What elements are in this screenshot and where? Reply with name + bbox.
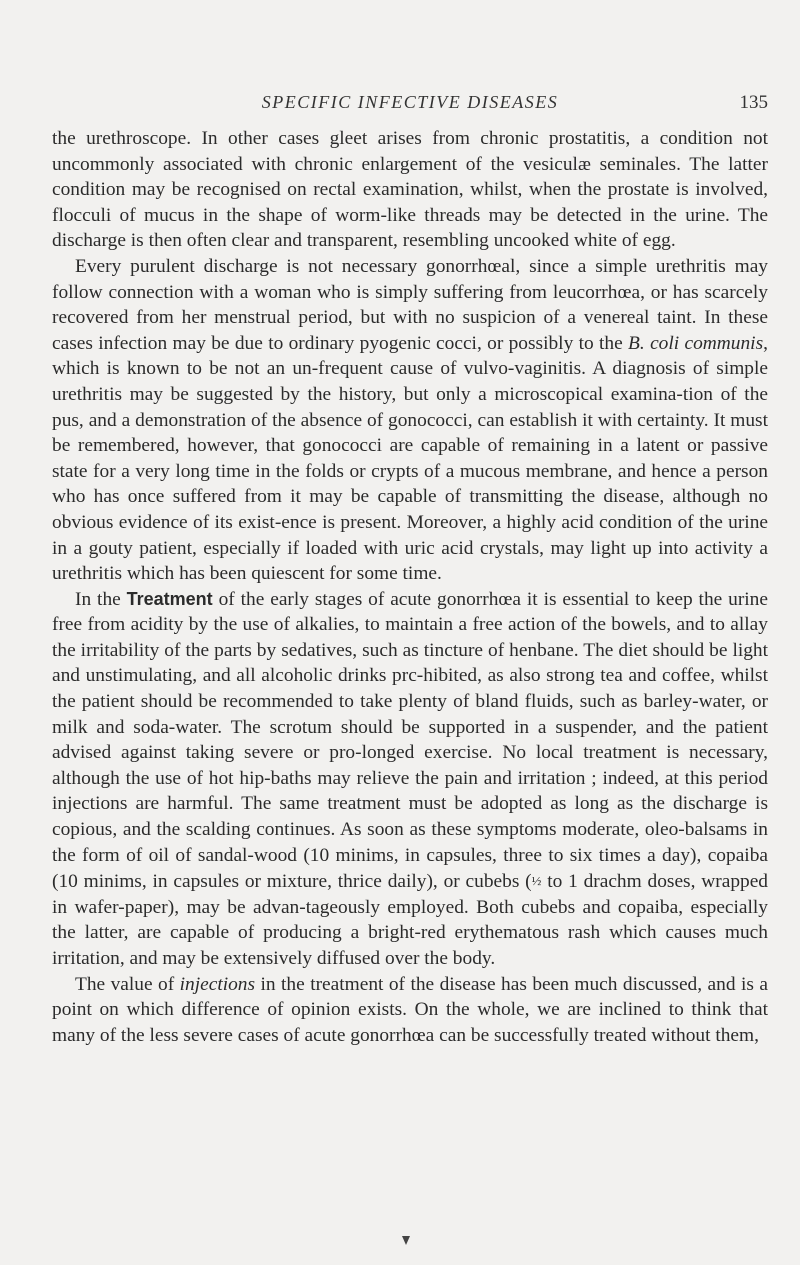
- text-run: In the: [75, 588, 127, 610]
- italic-term: injections: [179, 973, 256, 995]
- paragraph: [52, 254, 768, 587]
- running-head: [52, 92, 768, 118]
- bold-term: Treatment: [126, 588, 213, 609]
- running-title: SPECIFIC INFECTIVE DISEASES: [261, 92, 559, 112]
- text-run: in the treatment of the disease has been much discussed, and is a point on which difference of opinion exists. On the whole, we are inclined to think that many of the less severe cases of acute gonorrhœa can be successfully treated without them,: [52, 973, 768, 1046]
- text-run: the urethroscope. In other cases gleet arises from chronic prostatitis, a condition not uncommonly associated with chronic enlargement of the vesiculæ seminales. The latter condition may be recognised on rectal examination, whilst, when the prostate is involved, flocculi of mucus in the shape of worm-like threads may be detected in the urine. The discharge is then often clear and transparent, resembling uncooked white of egg.: [52, 128, 768, 252]
- page-number: 135: [739, 92, 768, 113]
- body-text: [52, 126, 768, 1048]
- paragraph: [52, 126, 768, 254]
- fraction: ½: [531, 873, 542, 889]
- text-run: The value of: [75, 973, 180, 995]
- paragraph: [52, 972, 768, 1049]
- italic-term: B. coli communis: [628, 332, 764, 354]
- text-run: Every purulent discharge is not necessary gonorrhœal, since a simple urethritis may follow connection with a woman who is simply suffering from leucorrhœa, or has scarcely recovered from her menstrual period, but with no suspicion of a venereal taint. In these cases infection may be due to ordinary pyogenic cocci, or possibly to the: [52, 255, 768, 354]
- text-run: of the early stages of acute gonorrhœa it is essential to keep the urine free from acidity by the use of alkalies, to maintain a free action of the bowels, and to allay the irritability of the parts by sedatives, such as tincture of henbane. The diet should be light and unstimulating, and all alcoholic drinks prc-hibited, as also strong tea and coffee, whilst the patient should be recommended to take plenty of bland fluids, such as barley-water, or milk and soda-water. The scrotum should be supported in a suspender, and the patient advised against taking severe or pro-longed exercise. No local treatment is necessary, although the use of hot hip-baths may relieve the pain and irritation ; indeed, at this period injections are harmful. The same treatment must be adopted as long as the discharge is copious, and the scalding continues. As soon as these symptoms moderate, oleo-balsams in the form of oil of sandal-wood (10 minims, in capsules, three to six times a day), copaiba (10 minims, in capsules or mixture, thrice daily), or cubebs (: [52, 588, 768, 893]
- text-run: to 1 drachm doses, wrapped in wafer-paper), may be advan-tageously employed. Both cubebs and copaiba, especially the latter, are capable of producing a bright-red erythematous rash which causes much irritation, and may be extensively diffused over the body.: [52, 871, 769, 969]
- text-run: , which is known to be not an un-frequent cause of vulvo-vaginitis. A diagnosis of simple urethritis may be suggested by the history, but only a microscopical examina-tion of the pus, and a demonstration of the absence of gonococci, can establish it with certainty. It must be remembered, however, that gonococci are capable of remaining in a latent or passive state for a very long time in the folds or crypts of a mucous membrane, and hence a person who has once suffered from it may be capable of transmitting the disease, although no obvious evidence of its exist-ence is present. Moreover, a highly acid condition of the urine in a gouty patient, especially if loaded with uric acid crystals, may light up into activity a urethritis which has been quiescent for some time.: [52, 332, 768, 585]
- paragraph: [52, 587, 768, 972]
- printer-mark-icon: [402, 1236, 410, 1245]
